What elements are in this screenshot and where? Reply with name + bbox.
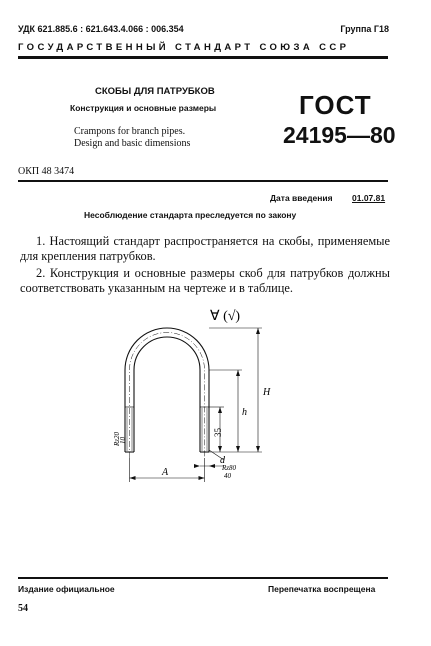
reprint-notice: Перепечатка воспрещена bbox=[268, 584, 376, 594]
title-ru: СКОБЫ ДЛЯ ПАТРУБКОВ bbox=[95, 86, 215, 97]
bolt-centerline bbox=[130, 333, 205, 459]
thread-hatching bbox=[127, 408, 207, 451]
rz-right-bottom: 40 bbox=[224, 472, 231, 480]
footer-rule bbox=[18, 577, 388, 579]
roughness-symbol: ∀ (√) bbox=[210, 309, 241, 324]
paragraph-2: 2. Конструкция и основные размеры скоб для патрубков должны соответствовать указанным на чертеже и в таблице. bbox=[20, 266, 390, 295]
dim-h-label: h bbox=[242, 407, 247, 418]
title-en-line1: Crampons for branch pipes. bbox=[74, 126, 186, 137]
header-rule bbox=[18, 56, 388, 59]
dim-A-label: A bbox=[162, 467, 169, 478]
title-en bbox=[74, 126, 190, 150]
dim-H-label: H bbox=[263, 387, 271, 398]
date-label: Дата введения bbox=[270, 193, 333, 203]
subtitle-ru: Конструкция и основные размеры bbox=[70, 103, 217, 113]
legal-warning: Несоблюдение стандарта преследуется по закону bbox=[84, 210, 297, 220]
standard-banner: ГОСУДАРСТВЕННЫЙ СТАНДАРТ СОЮЗА ССР bbox=[18, 42, 350, 53]
okp-rule bbox=[18, 180, 388, 182]
paragraph-1: 1. Настоящий стандарт распространяется на скобы, применяемые для крепления патрубков. bbox=[20, 234, 390, 263]
title-en-line2: Design and basic dimensions bbox=[74, 138, 191, 149]
okp-code: ОКП 48 3474 bbox=[18, 166, 75, 177]
crampon-drawing bbox=[100, 300, 320, 500]
dim-35-label: 35 bbox=[213, 428, 223, 437]
udk-code: УДК 621.885.6 : 621.643.4.066 : 006.354 bbox=[18, 24, 184, 34]
rz-right-top: Rz80 bbox=[222, 464, 236, 472]
gost-label: ГОСТ bbox=[299, 90, 372, 120]
gost-number: 24195—80 bbox=[283, 122, 396, 148]
group-code: Группа Г18 bbox=[340, 24, 389, 34]
date-value: 01.07.81 bbox=[352, 193, 386, 203]
rz-left-bottom: 10 bbox=[119, 437, 127, 444]
dim-d-label: d bbox=[220, 455, 225, 466]
edition-label: Издание официальное bbox=[18, 584, 115, 594]
page-number: 54 bbox=[18, 603, 28, 614]
rz-left-top: Rz20 bbox=[113, 432, 121, 446]
bolt-inner-edge bbox=[134, 337, 200, 452]
